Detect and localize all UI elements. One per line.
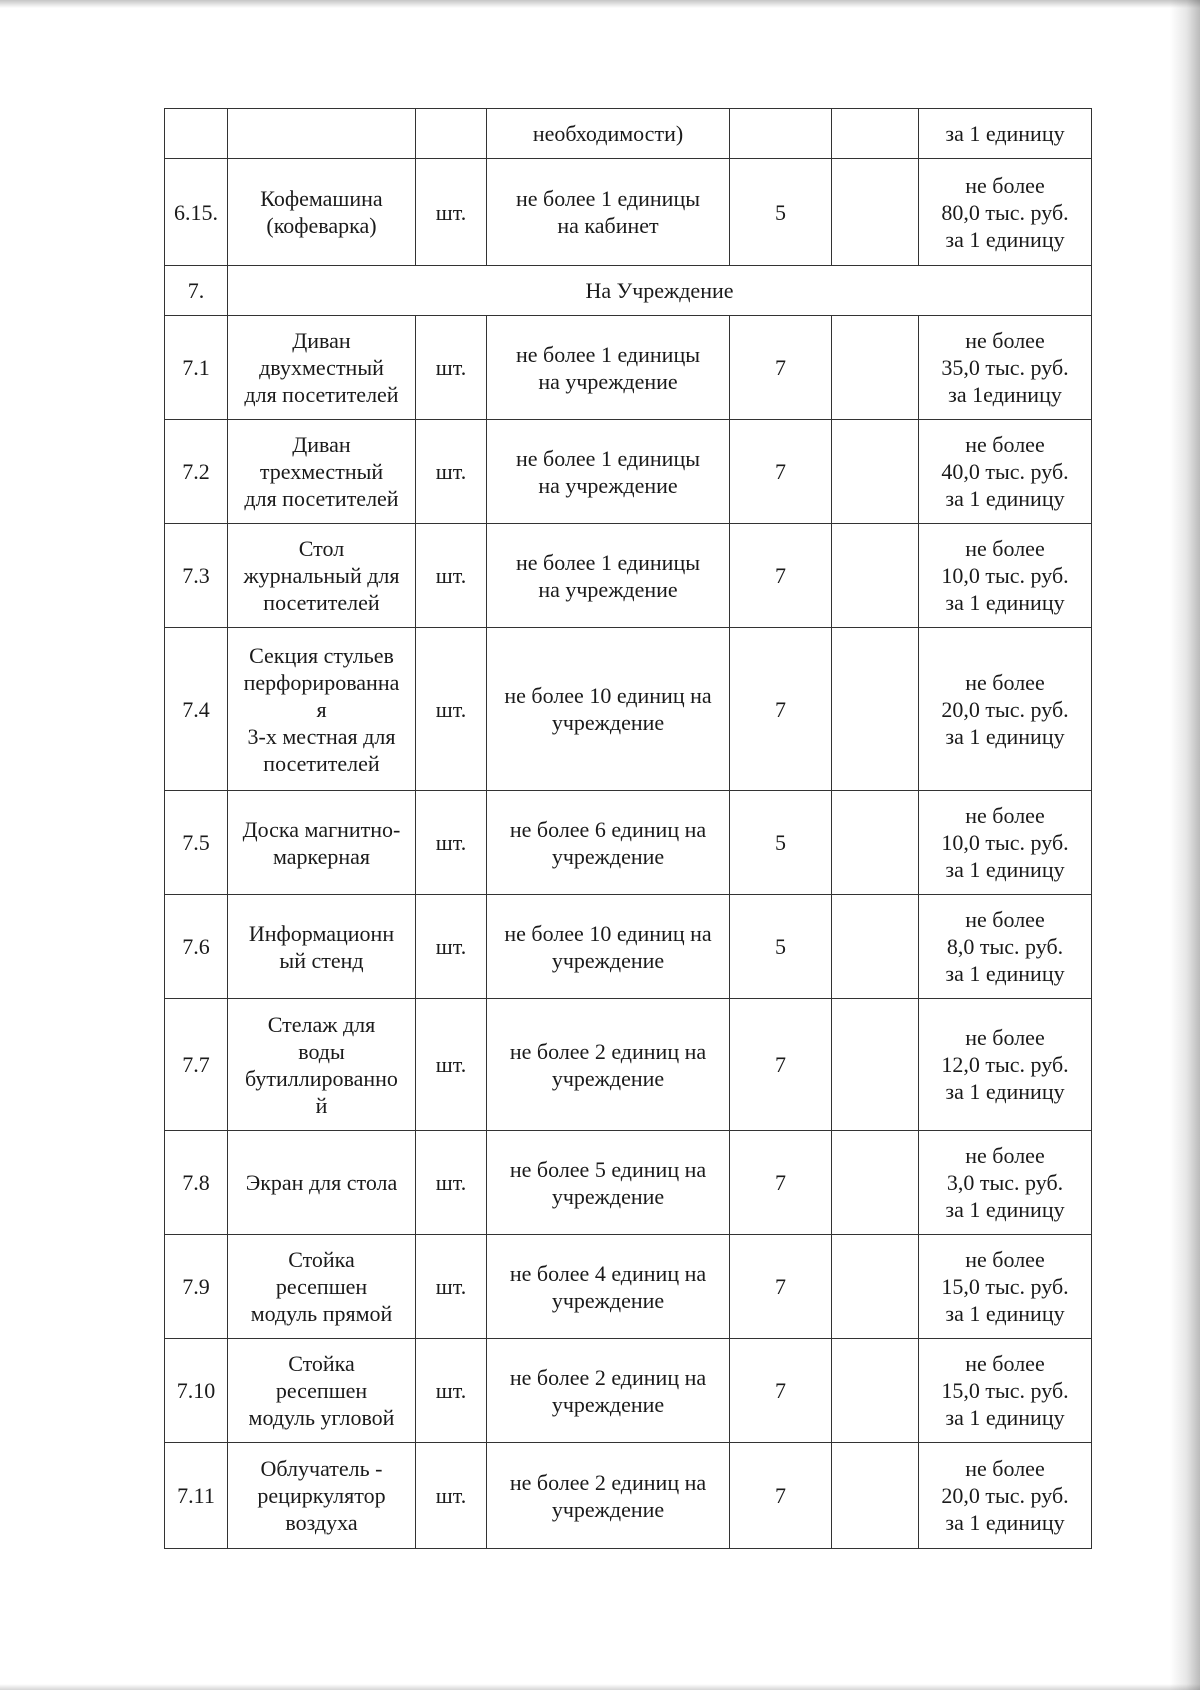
cell-unit: шт. — [416, 420, 487, 524]
cell-name: Стойка ресепшен модуль угловой — [228, 1339, 416, 1443]
cell-requirement: не более 10 единиц на учреждение — [487, 895, 730, 999]
cell-term: 7 — [730, 1339, 832, 1443]
cell-extra — [832, 628, 919, 791]
cell-num: 7.2 — [165, 420, 228, 524]
cell-num: 7.4 — [165, 628, 228, 791]
cell-extra — [832, 895, 919, 999]
cell-term: 7 — [730, 628, 832, 791]
table-row — [165, 1339, 1092, 1443]
cell-term: 7 — [730, 1131, 832, 1235]
cell-term: 7 — [730, 999, 832, 1131]
cell-extra — [832, 1443, 919, 1549]
cell-requirement: не более 4 единиц на учреждение — [487, 1235, 730, 1339]
cell-extra — [832, 1339, 919, 1443]
cell-term: 7 — [730, 420, 832, 524]
cell-term: 5 — [730, 895, 832, 999]
table-row — [165, 316, 1092, 420]
cell-num: 7.11 — [165, 1443, 228, 1549]
cell-requirement: не более 1 единицы на кабинет — [487, 159, 730, 266]
cell-unit — [416, 109, 487, 159]
cell-requirement: необходимости) — [487, 109, 730, 159]
cell-term: 7 — [730, 1443, 832, 1549]
table-row — [165, 420, 1092, 524]
cell-price: не более 10,0 тыс. руб. за 1 единицу — [919, 524, 1092, 628]
cell-name: Стол журнальный для посетителей — [228, 524, 416, 628]
cell-unit: шт. — [416, 628, 487, 791]
table-row — [165, 999, 1092, 1131]
cell-extra — [832, 524, 919, 628]
cell-num: 7.8 — [165, 1131, 228, 1235]
cell-extra — [832, 999, 919, 1131]
cell-extra — [832, 420, 919, 524]
cell-name: Облучатель - рециркулятор воздуха — [228, 1443, 416, 1549]
cell-name: Экран для стола — [228, 1131, 416, 1235]
cell-price: не более 20,0 тыс. руб. за 1 единицу — [919, 1443, 1092, 1549]
cell-unit: шт. — [416, 1443, 487, 1549]
cell-name — [228, 109, 416, 159]
cell-num: 6.15. — [165, 159, 228, 266]
table-row — [165, 1443, 1092, 1549]
cell-price: не более 8,0 тыс. руб. за 1 единицу — [919, 895, 1092, 999]
cell-requirement: не более 1 единицы на учреждение — [487, 316, 730, 420]
cell-num: 7.3 — [165, 524, 228, 628]
section-num: 7. — [165, 266, 228, 316]
cell-term: 7 — [730, 524, 832, 628]
cell-name: Кофемашина (кофеварка) — [228, 159, 416, 266]
table-row — [165, 895, 1092, 999]
cell-num: 7.5 — [165, 791, 228, 895]
cell-requirement: не более 2 единиц на учреждение — [487, 1339, 730, 1443]
cell-num: 7.1 — [165, 316, 228, 420]
cell-name: Стойка ресепшен модуль прямой — [228, 1235, 416, 1339]
cell-unit: шт. — [416, 1235, 487, 1339]
cell-price: не более 12,0 тыс. руб. за 1 единицу — [919, 999, 1092, 1131]
cell-extra — [832, 791, 919, 895]
table-row — [165, 524, 1092, 628]
cell-name: Доска магнитно- маркерная — [228, 791, 416, 895]
scan-shadow-bottom — [0, 1684, 1200, 1690]
section-row-7 — [165, 266, 1092, 316]
cell-term — [730, 109, 832, 159]
cell-unit: шт. — [416, 159, 487, 266]
cell-extra — [832, 109, 919, 159]
cell-requirement: не более 6 единиц на учреждение — [487, 791, 730, 895]
cell-requirement: не более 2 единиц на учреждение — [487, 999, 730, 1131]
cell-price: не более 10,0 тыс. руб. за 1 единицу — [919, 791, 1092, 895]
table-row — [165, 1131, 1092, 1235]
cell-unit: шт. — [416, 999, 487, 1131]
table-row — [165, 628, 1092, 791]
cell-extra — [832, 1235, 919, 1339]
cell-num — [165, 109, 228, 159]
section-title: На Учреждение — [228, 266, 1092, 316]
cell-name: Диван трехместный для посетителей — [228, 420, 416, 524]
equipment-norms-table — [164, 108, 1092, 1549]
table-row — [165, 1235, 1092, 1339]
cell-price: не более 15,0 тыс. руб. за 1 единицу — [919, 1235, 1092, 1339]
cell-name: Диван двухместный для посетителей — [228, 316, 416, 420]
cell-price: за 1 единицу — [919, 109, 1092, 159]
table-row-continuation — [165, 109, 1092, 159]
cell-name: Секция стульев перфорированна я 3-х местная для посетителей — [228, 628, 416, 791]
cell-requirement: не более 10 единиц на учреждение — [487, 628, 730, 791]
cell-term: 5 — [730, 159, 832, 266]
cell-unit: шт. — [416, 1339, 487, 1443]
cell-num: 7.9 — [165, 1235, 228, 1339]
cell-unit: шт. — [416, 791, 487, 895]
cell-price: не более 35,0 тыс. руб. за 1единицу — [919, 316, 1092, 420]
cell-requirement: не более 1 единицы на учреждение — [487, 524, 730, 628]
cell-num: 7.6 — [165, 895, 228, 999]
scan-shadow-right — [1170, 0, 1200, 1690]
cell-unit: шт. — [416, 524, 487, 628]
cell-extra — [832, 159, 919, 266]
cell-requirement: не более 2 единиц на учреждение — [487, 1443, 730, 1549]
cell-requirement: не более 5 единиц на учреждение — [487, 1131, 730, 1235]
cell-unit: шт. — [416, 1131, 487, 1235]
cell-price: не более 40,0 тыс. руб. за 1 единицу — [919, 420, 1092, 524]
cell-unit: шт. — [416, 316, 487, 420]
cell-term: 7 — [730, 316, 832, 420]
cell-name: Информационн ый стенд — [228, 895, 416, 999]
cell-requirement: не более 1 единицы на учреждение — [487, 420, 730, 524]
cell-term: 7 — [730, 1235, 832, 1339]
table-body-section-7 — [165, 316, 1092, 1549]
cell-extra — [832, 1131, 919, 1235]
cell-price: не более 20,0 тыс. руб. за 1 единицу — [919, 628, 1092, 791]
cell-unit: шт. — [416, 895, 487, 999]
scan-shadow-top — [0, 0, 1200, 8]
cell-extra — [832, 316, 919, 420]
table-row-6-15 — [165, 159, 1092, 266]
cell-term: 5 — [730, 791, 832, 895]
cell-num: 7.10 — [165, 1339, 228, 1443]
cell-price: не более 3,0 тыс. руб. за 1 единицу — [919, 1131, 1092, 1235]
cell-price: не более 15,0 тыс. руб. за 1 единицу — [919, 1339, 1092, 1443]
table-row — [165, 791, 1092, 895]
cell-name: Стелаж для воды бутиллированно й — [228, 999, 416, 1131]
cell-price: не более 80,0 тыс. руб. за 1 единицу — [919, 159, 1092, 266]
cell-num: 7.7 — [165, 999, 228, 1131]
